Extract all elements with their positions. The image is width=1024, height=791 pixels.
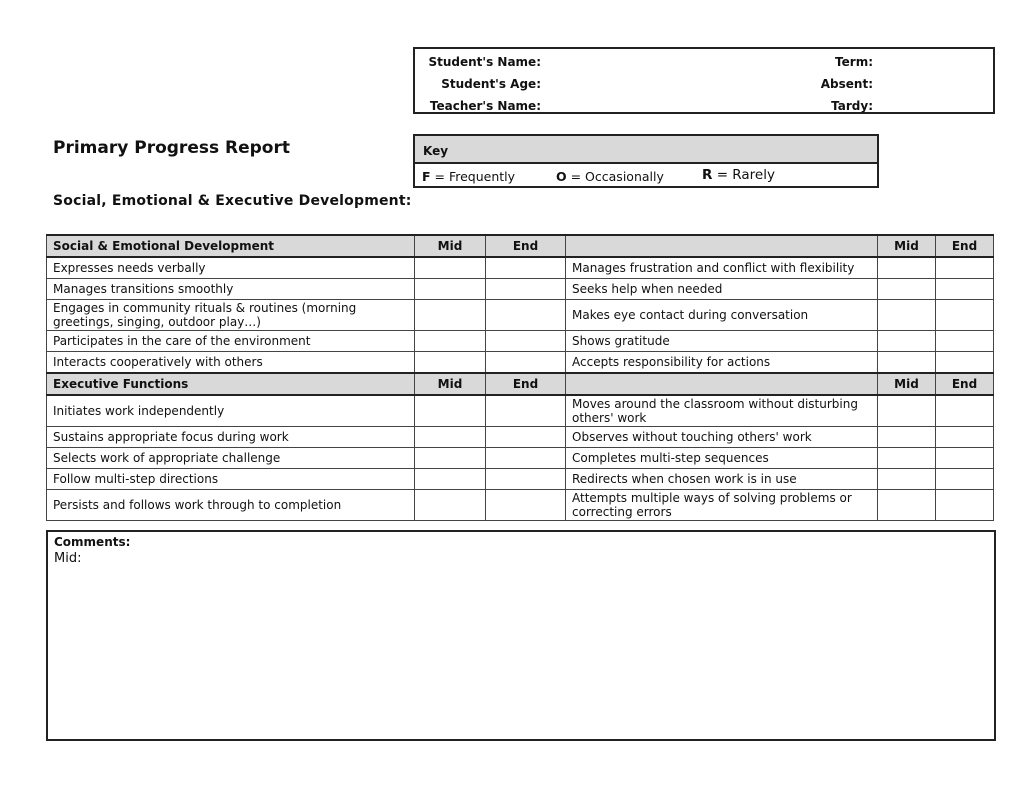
end-rating-cell[interactable] <box>486 469 566 490</box>
page-title: Primary Progress Report <box>53 138 290 158</box>
key-item-occasionally <box>556 169 664 184</box>
mid-rating-cell[interactable] <box>415 490 486 521</box>
skill-label: Interacts cooperatively with others <box>47 352 415 374</box>
end-rating-cell[interactable] <box>486 352 566 374</box>
key-letter: F <box>422 169 431 184</box>
section-header: Executive Functions <box>47 373 415 395</box>
end-column-header: End <box>936 373 994 395</box>
key-heading: Key <box>415 136 877 164</box>
blank-header-cell <box>566 373 878 395</box>
skill-label: Moves around the classroom without disturbing others' work <box>566 395 878 427</box>
end-rating-cell[interactable] <box>486 279 566 300</box>
end-rating-cell[interactable] <box>936 352 994 374</box>
end-rating-cell[interactable] <box>486 331 566 352</box>
mid-rating-cell[interactable] <box>878 279 936 300</box>
comments-label: Comments: <box>54 535 131 549</box>
absent-label: Absent: <box>820 77 873 91</box>
mid-rating-cell[interactable] <box>878 490 936 521</box>
mid-rating-cell[interactable] <box>878 448 936 469</box>
tardy-label: Tardy: <box>831 99 873 113</box>
section-header-row <box>47 373 994 395</box>
skill-label: Expresses needs verbally <box>47 257 415 279</box>
skill-label: Shows gratitude <box>566 331 878 352</box>
skill-label: Manages frustration and conflict with flexibility <box>566 257 878 279</box>
end-rating-cell[interactable] <box>936 257 994 279</box>
mid-column-header: Mid <box>415 373 486 395</box>
skill-label: Participates in the care of the environment <box>47 331 415 352</box>
end-rating-cell[interactable] <box>486 395 566 427</box>
mid-rating-cell[interactable] <box>878 331 936 352</box>
key-item-rarely <box>702 167 775 183</box>
table-row <box>47 257 994 279</box>
end-rating-cell[interactable] <box>936 300 994 331</box>
mid-rating-cell[interactable] <box>415 395 486 427</box>
teacher-name-row <box>415 95 993 117</box>
key-letter: R <box>702 167 713 183</box>
end-rating-cell[interactable] <box>936 279 994 300</box>
skill-label: Follow multi-step directions <box>47 469 415 490</box>
student-age-label: Student's Age: <box>441 77 541 91</box>
skill-label: Redirects when chosen work is in use <box>566 469 878 490</box>
section-subtitle: Social, Emotional & Executive Development: <box>53 193 412 209</box>
table-row <box>47 469 994 490</box>
mid-rating-cell[interactable] <box>415 427 486 448</box>
skill-label: Attempts multiple ways of solving problems or correcting errors <box>566 490 878 521</box>
comments-mid-label: Mid: <box>54 551 82 566</box>
key-text: = Frequently <box>430 169 516 184</box>
table-row <box>47 300 994 331</box>
mid-rating-cell[interactable] <box>878 257 936 279</box>
end-rating-cell[interactable] <box>486 300 566 331</box>
end-rating-cell[interactable] <box>936 427 994 448</box>
skill-label: Observes without touching others' work <box>566 427 878 448</box>
table-row <box>47 395 994 427</box>
end-rating-cell[interactable] <box>936 331 994 352</box>
skill-label: Sustains appropriate focus during work <box>47 427 415 448</box>
end-rating-cell[interactable] <box>486 257 566 279</box>
table-row <box>47 352 994 374</box>
mid-rating-cell[interactable] <box>415 257 486 279</box>
end-rating-cell[interactable] <box>936 448 994 469</box>
student-info-box <box>413 47 995 114</box>
blank-header-cell <box>566 235 878 257</box>
mid-rating-cell[interactable] <box>878 427 936 448</box>
skill-label: Selects work of appropriate challenge <box>47 448 415 469</box>
mid-rating-cell[interactable] <box>878 469 936 490</box>
skill-label: Seeks help when needed <box>566 279 878 300</box>
table-row <box>47 448 994 469</box>
section-header-row <box>47 235 994 257</box>
table-row <box>47 490 994 521</box>
mid-rating-cell[interactable] <box>415 352 486 374</box>
key-text: = Occasionally <box>566 169 664 184</box>
mid-rating-cell[interactable] <box>878 395 936 427</box>
mid-rating-cell[interactable] <box>415 448 486 469</box>
end-rating-cell[interactable] <box>486 427 566 448</box>
student-name-label: Student's Name: <box>428 55 541 69</box>
skill-label: Completes multi-step sequences <box>566 448 878 469</box>
skill-label: Manages transitions smoothly <box>47 279 415 300</box>
student-age-row <box>415 73 993 95</box>
skill-label: Makes eye contact during conversation <box>566 300 878 331</box>
mid-rating-cell[interactable] <box>878 300 936 331</box>
end-column-header: End <box>486 373 566 395</box>
mid-rating-cell[interactable] <box>415 300 486 331</box>
teacher-name-label: Teacher's Name: <box>429 99 541 113</box>
skill-label: Engages in community rituals & routines (morning greetings, singing, outdoor play…) <box>47 300 415 331</box>
section-header: Social & Emotional Development <box>47 235 415 257</box>
mid-rating-cell[interactable] <box>415 279 486 300</box>
term-label: Term: <box>835 55 873 69</box>
mid-column-header: Mid <box>878 235 936 257</box>
end-column-header: End <box>936 235 994 257</box>
key-items <box>415 164 877 186</box>
mid-column-header: Mid <box>415 235 486 257</box>
mid-rating-cell[interactable] <box>415 469 486 490</box>
mid-rating-cell[interactable] <box>415 331 486 352</box>
student-name-row <box>415 51 993 73</box>
key-box <box>413 134 879 188</box>
end-rating-cell[interactable] <box>486 490 566 521</box>
end-column-header: End <box>486 235 566 257</box>
mid-rating-cell[interactable] <box>878 352 936 374</box>
end-rating-cell[interactable] <box>936 395 994 427</box>
skill-label: Persists and follows work through to completion <box>47 490 415 521</box>
skill-label: Initiates work independently <box>47 395 415 427</box>
key-text: = Rarely <box>712 167 775 183</box>
table-row <box>47 427 994 448</box>
end-rating-cell[interactable] <box>936 469 994 490</box>
comments-box[interactable] <box>46 530 996 741</box>
table-row <box>47 331 994 352</box>
mid-column-header: Mid <box>878 373 936 395</box>
table-row <box>47 279 994 300</box>
key-letter: O <box>556 169 567 184</box>
end-rating-cell[interactable] <box>486 448 566 469</box>
progress-table <box>46 234 994 521</box>
skill-label: Accepts responsibility for actions <box>566 352 878 374</box>
key-item-frequently <box>422 169 515 184</box>
end-rating-cell[interactable] <box>936 490 994 521</box>
